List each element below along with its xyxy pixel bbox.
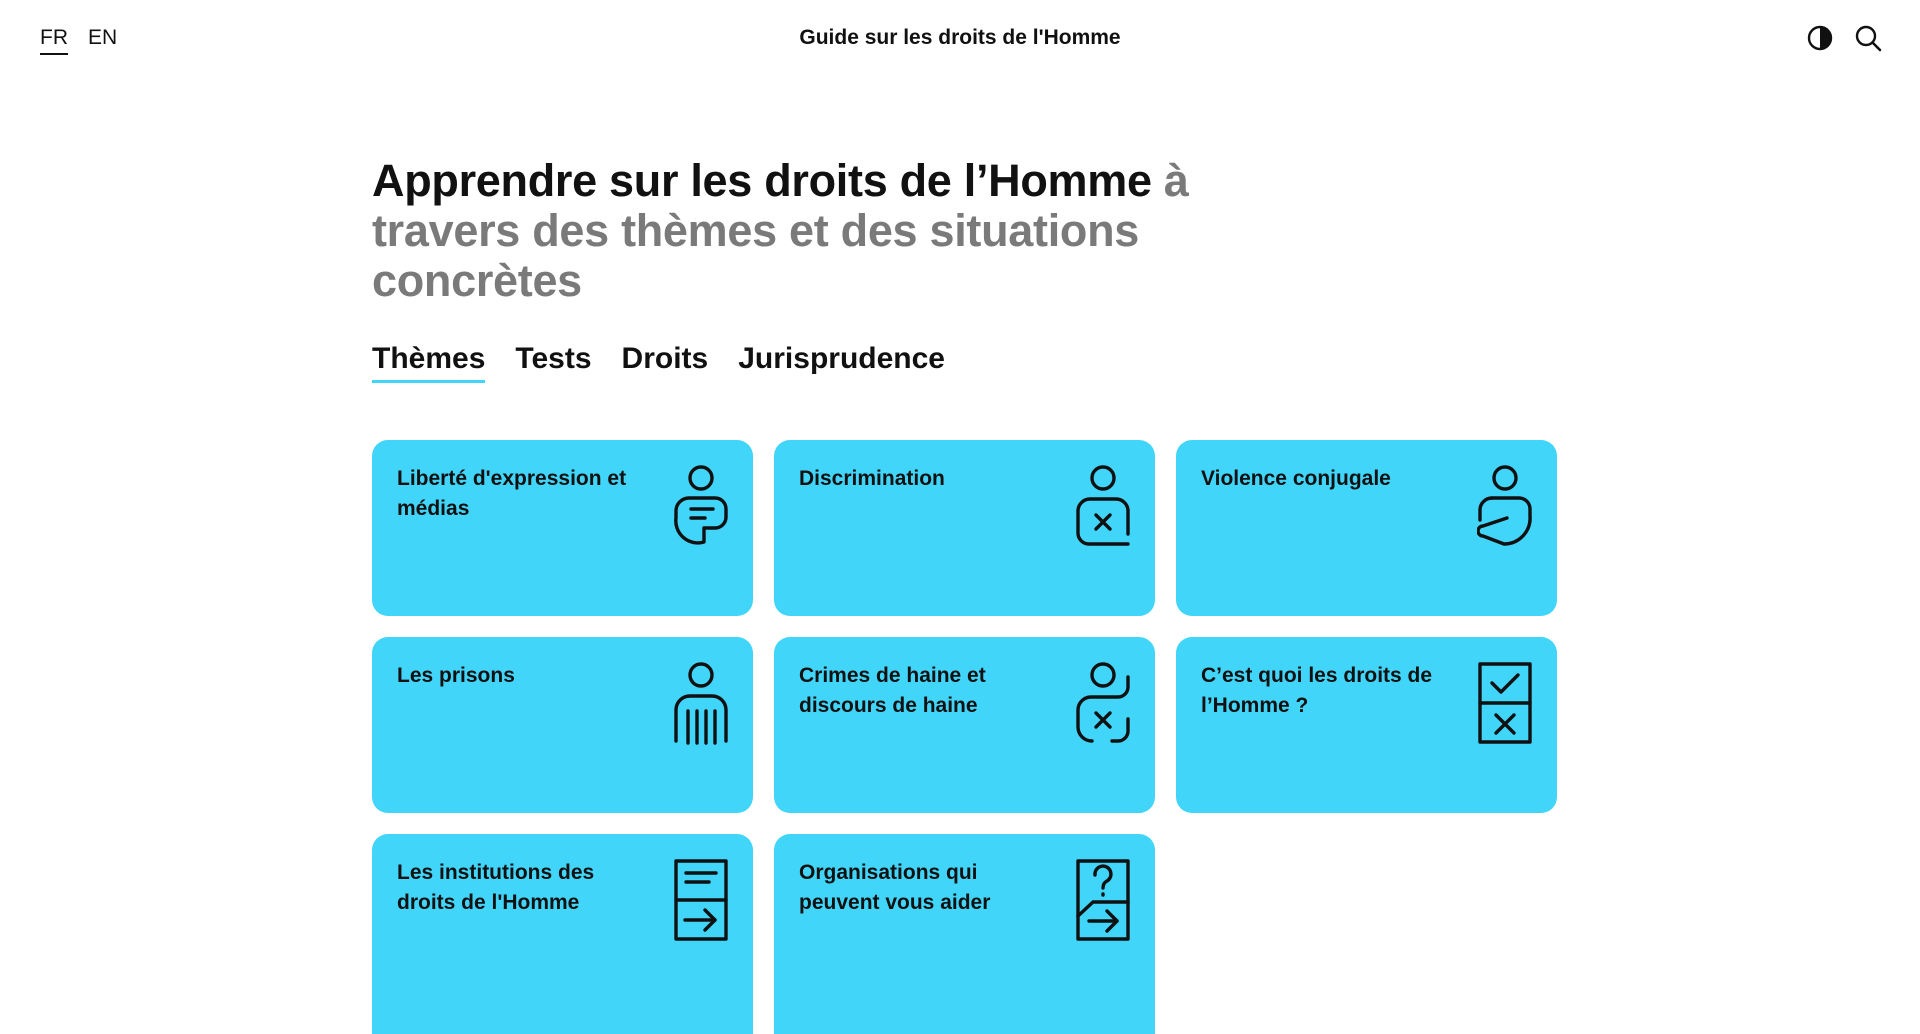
card-organisations[interactable] (774, 834, 1155, 1034)
page-title-secondary: à travers des thèmes et des situations concrètes (372, 155, 1189, 306)
card-prisons[interactable] (372, 637, 753, 813)
check-cross-icon (1477, 661, 1533, 745)
person-speech-icon (673, 464, 729, 548)
language-fr-link[interactable]: FR (40, 26, 68, 55)
card-label: Violence conjugale (1201, 467, 1391, 490)
question-arrow-icon (1075, 858, 1131, 942)
main-content (372, 155, 1552, 914)
card-liberte-expression[interactable] (372, 440, 753, 616)
card-crimes-haine[interactable] (774, 637, 1155, 813)
card-label: C’est quoi les droits de l’Homme ? (1201, 664, 1433, 717)
tab-themes[interactable]: Thèmes (372, 342, 485, 383)
card-label: Organisations qui peuvent vous aider (799, 861, 991, 914)
header-actions (1806, 24, 1882, 52)
card-label: Crimes de haine et discours de haine (799, 664, 986, 717)
person-cross-icon (1075, 464, 1131, 548)
search-icon[interactable] (1854, 24, 1882, 52)
card-label: Discrimination (799, 467, 945, 490)
site-title[interactable]: Guide sur les droits de l'Homme (799, 26, 1121, 49)
card-label: Liberté d'expression et médias (397, 467, 627, 520)
document-arrow-icon (673, 858, 729, 942)
tab-jurisprudence[interactable]: Jurisprudence (738, 342, 945, 375)
card-droits-homme[interactable] (1176, 637, 1557, 813)
page-title (372, 156, 1202, 306)
section-tabs (372, 342, 1552, 383)
contrast-icon[interactable] (1806, 24, 1834, 52)
card-label: Les institutions des droits de l'Homme (397, 861, 595, 914)
site-header (0, 0, 1920, 80)
theme-cards-grid (372, 440, 1557, 1034)
card-institutions[interactable] (372, 834, 753, 1034)
language-en-link[interactable]: EN (88, 26, 118, 49)
card-discrimination[interactable] (774, 440, 1155, 616)
person-bars-icon (673, 661, 729, 745)
page-title-primary: Apprendre sur les droits de l’Homme (372, 155, 1152, 206)
card-violence-conjugale[interactable] (1176, 440, 1557, 616)
tab-tests[interactable]: Tests (515, 342, 592, 375)
tab-droits[interactable]: Droits (621, 342, 709, 375)
person-hurt-icon (1477, 464, 1533, 548)
person-hate-icon (1075, 661, 1131, 745)
card-label: Les prisons (397, 664, 515, 687)
